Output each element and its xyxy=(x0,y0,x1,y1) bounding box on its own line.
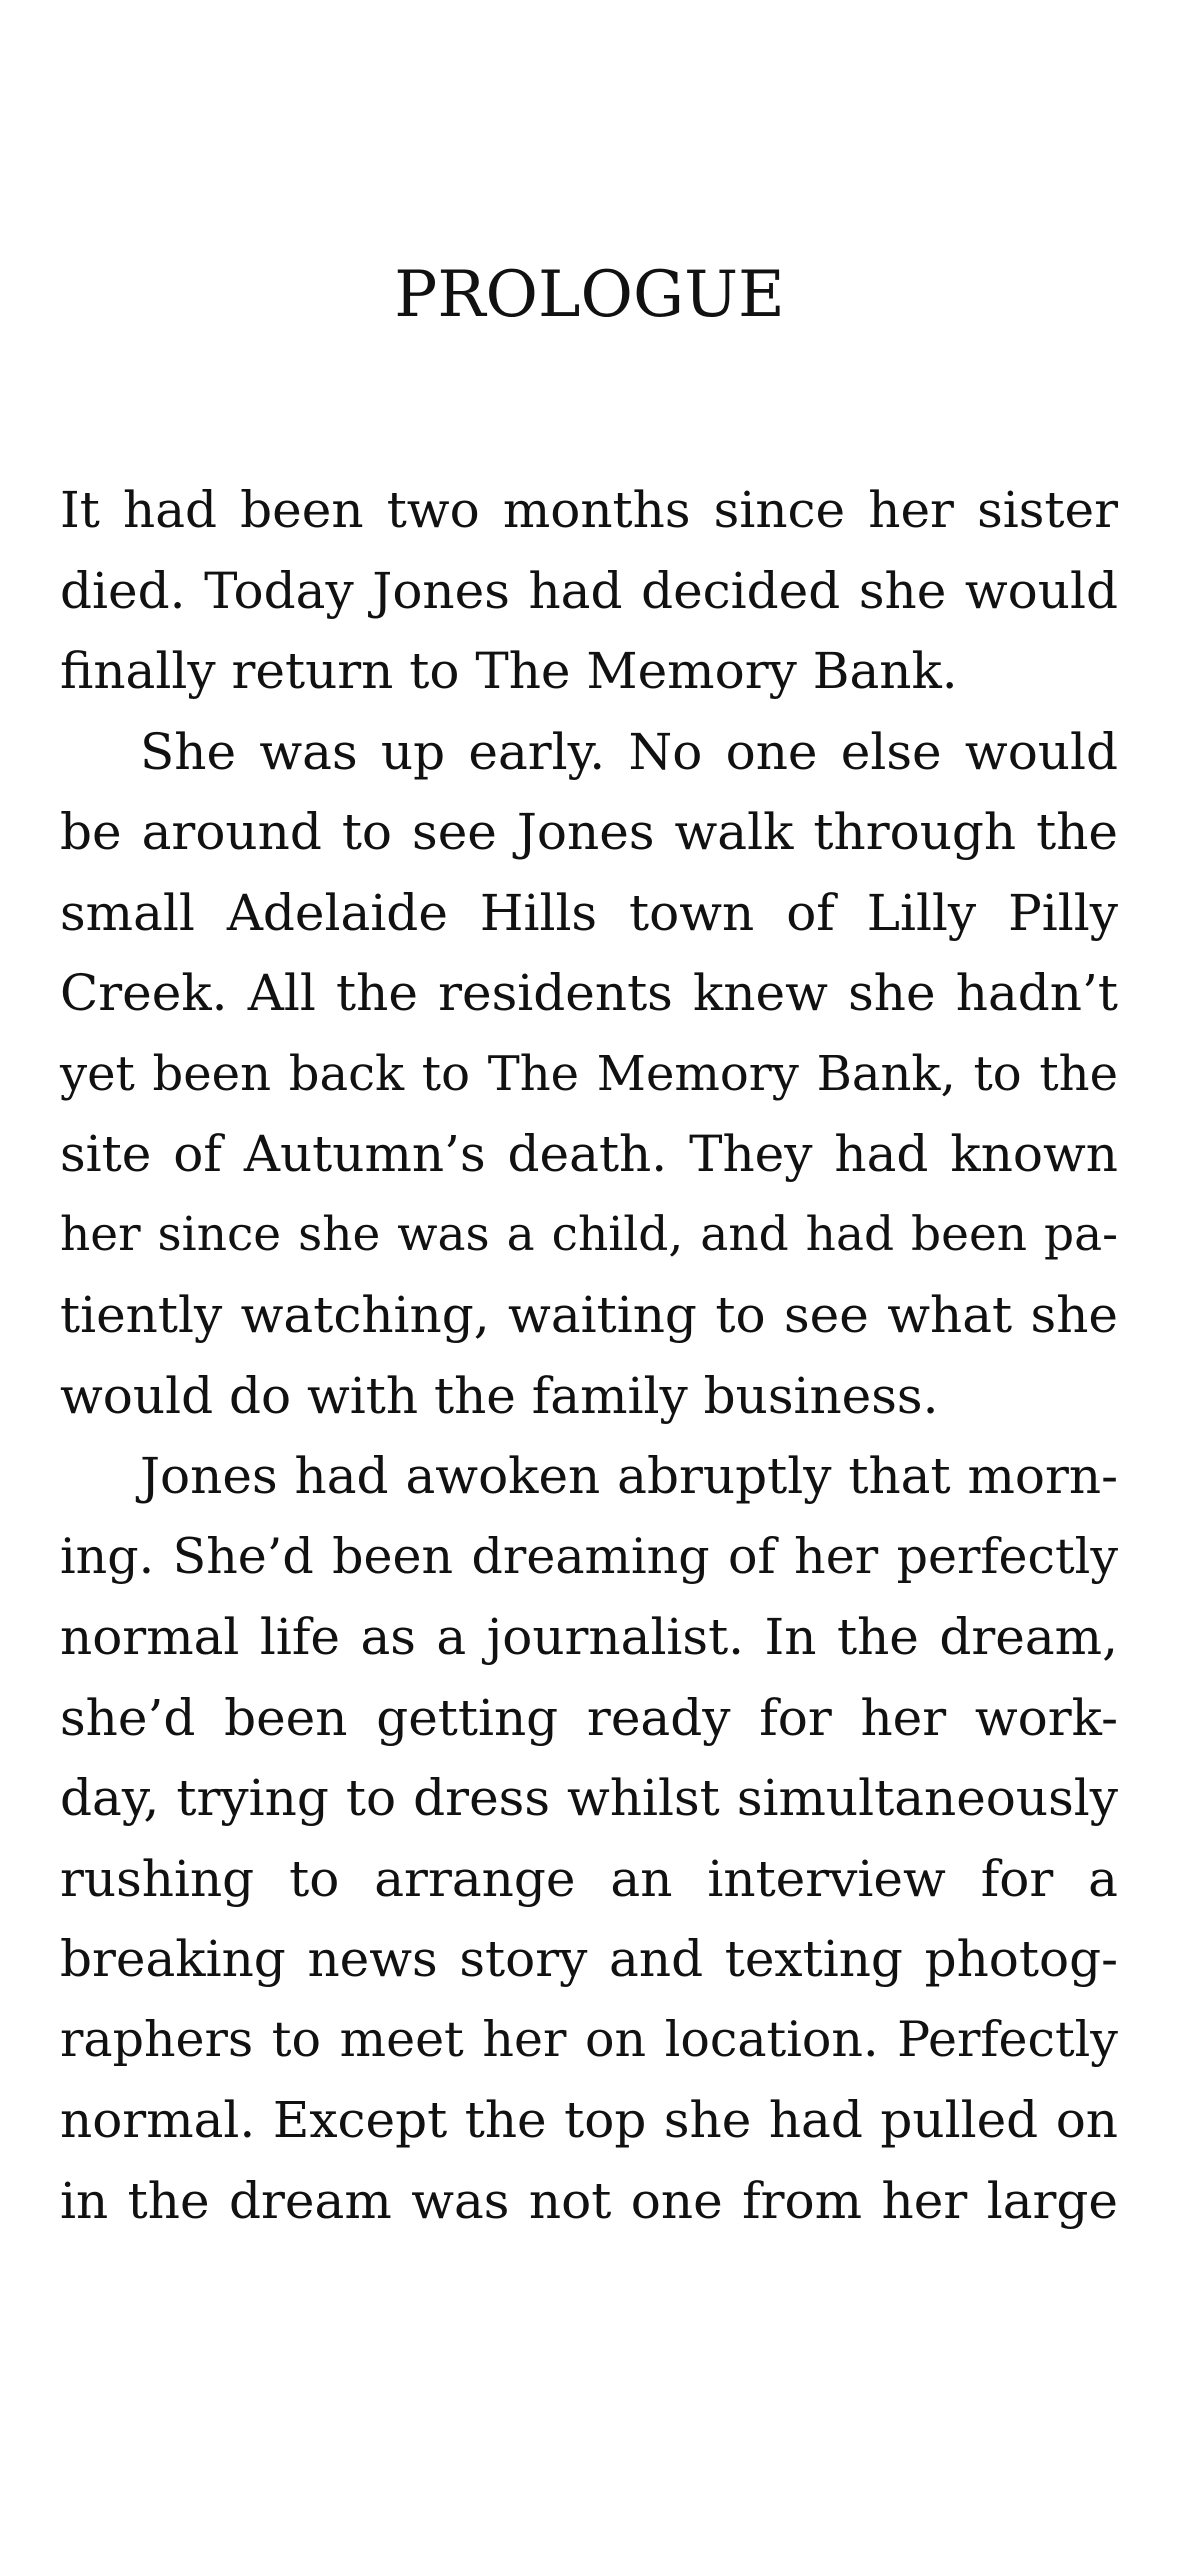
body-text xyxy=(60,470,1118,2241)
text-line: She was up early. No one else would xyxy=(140,722,1118,781)
text-line: ing. She’d been dreaming of her perfectly xyxy=(60,1527,1118,1585)
text-line: Creek. All the residents knew she hadn’t xyxy=(60,964,1118,1022)
text-line: small Adelaide Hills town of Lilly Pilly xyxy=(60,883,1118,942)
text-line: yet been back to The Memory Bank, to the xyxy=(60,1045,1118,1102)
text-line: day, trying to dress whilst simultaneously xyxy=(60,1769,1118,1827)
text-line: her since she was a child, and had been pa- xyxy=(60,1206,1118,1262)
text-line: breaking news story and texting photog- xyxy=(60,1930,1118,1988)
text-line: died. Today Jones had decided she would xyxy=(60,561,1118,620)
chapter-title: PROLOGUE xyxy=(394,258,785,332)
text-line: rushing to arrange an interview for a xyxy=(60,1849,1118,1908)
text-line: normal. Except the top she had pulled on xyxy=(60,2091,1118,2149)
text-line: finally return to The Memory Bank. xyxy=(60,642,958,700)
text-line: would do with the family business. xyxy=(60,1366,939,1425)
text-line: be around to see Jones walk through the xyxy=(60,803,1118,861)
paragraph xyxy=(60,712,1118,1437)
text-line: tiently watching, waiting to see what she xyxy=(60,1286,1118,1344)
text-line: raphers to meet her on location. Perfectly xyxy=(60,2010,1118,2068)
text-line: in the dream was not one from her large xyxy=(60,2171,1118,2230)
text-line: Jones had awoken abruptly that morn- xyxy=(140,1447,1118,1505)
text-line: site of Autumn’s death. They had known xyxy=(60,1125,1118,1183)
text-line: It had been two months since her sister xyxy=(60,481,1118,539)
text-line: she’d been getting ready for her work- xyxy=(60,1688,1118,1747)
paragraph xyxy=(60,1436,1118,2241)
paragraph xyxy=(60,470,1118,712)
text-line: normal life as a journalist. In the dream, xyxy=(60,1608,1118,1666)
